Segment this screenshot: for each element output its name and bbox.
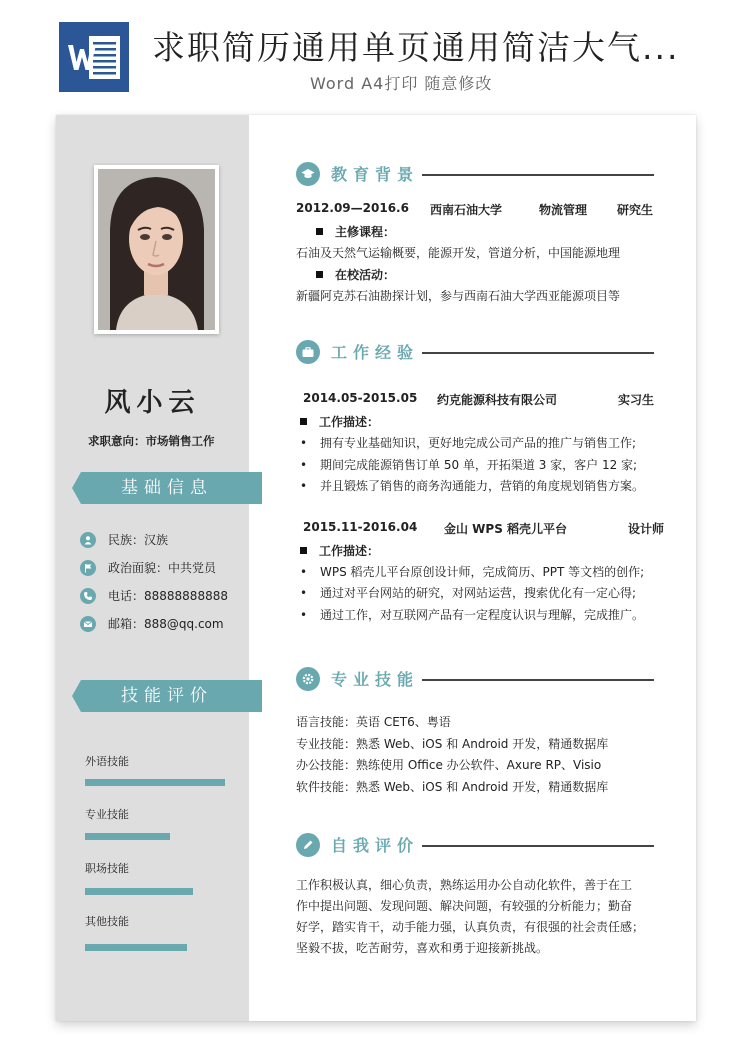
- gear-icon: [296, 667, 320, 691]
- person-icon: [80, 532, 96, 548]
- skill-track-foreign-language: [85, 779, 225, 786]
- education-degree: 研究生: [617, 203, 654, 217]
- self-eval-line: 坚毅不拔，吃苦耐劳，喜欢和勇于迎接新挑战。: [296, 941, 549, 955]
- section-divider: [422, 174, 654, 176]
- self-eval-line: 工作积极认真，细心负责，熟练运用办公自动化软件，善于在工: [296, 878, 633, 892]
- education-section-header: [296, 159, 656, 189]
- phone-icon: [80, 588, 96, 604]
- education-school: 西南石油大学: [430, 203, 503, 217]
- resume-page: [56, 115, 696, 1021]
- skill-label-workplace: 职场技能: [85, 862, 129, 875]
- job1-desc-label: 工作描述：: [300, 413, 379, 430]
- courses-label: 主修课程：: [316, 223, 395, 240]
- skill-track-other: [85, 944, 225, 951]
- basic-info-heading: 基础信息: [121, 478, 213, 498]
- job1-bullet: • 拥有专业基础知识，更好地完成公司产品的推广与销售工作;: [300, 436, 637, 450]
- flag-icon: [80, 560, 96, 576]
- job2-desc-label: 工作描述：: [300, 542, 379, 559]
- job-intent: 求职意向：市场销售工作: [88, 434, 215, 448]
- experience-heading: 工作经验: [331, 343, 420, 362]
- candidate-name: 风小云: [104, 388, 201, 418]
- courses-text: 石油及天然气运输概要，能源开发，管道分析，中国能源地理: [296, 246, 621, 260]
- pro-skill-line: 办公技能：熟练使用 Office 办公软件、Axure RP、Visio: [296, 758, 602, 772]
- profile-photo: [94, 165, 219, 334]
- self-eval-line: 好学，踏实肯干，动手能力强，认真负责，有很强的社会责任感；: [296, 920, 645, 934]
- pencil-icon: [296, 833, 320, 857]
- section-divider: [422, 352, 654, 354]
- info-political-status: 政治面貌：中共党员: [80, 559, 216, 576]
- self-eval-text: [296, 875, 661, 959]
- skill-track-professional: [85, 833, 225, 840]
- job2-bullet: • WPS 稻壳儿平台原创设计师，完成简历、PPT 等文档的创作;: [300, 565, 645, 579]
- word-icon: [59, 22, 129, 92]
- job1-bullet: • 并且锻炼了销售的商务沟通能力，营销的角度规划销售方案。: [300, 479, 645, 493]
- skill-bar-workplace: [85, 888, 193, 895]
- education-period: 2012.09—2016.6: [296, 201, 409, 215]
- education-major: 物流管理: [539, 203, 588, 217]
- section-divider: [422, 845, 654, 847]
- document-subtitle: Word A4打印 随意修改: [310, 74, 493, 93]
- skill-bar-foreign-language: [85, 779, 225, 786]
- activities-label: 在校活动：: [316, 266, 395, 283]
- skill-label-foreign-language: 外语技能: [85, 755, 129, 768]
- skill-track-workplace: [85, 888, 225, 895]
- mail-icon: [80, 616, 96, 632]
- job1-bullet: • 期间完成能源销售订单 50 单，开拓渠道 3 家，客户 12 家;: [300, 458, 638, 472]
- graduation-cap-icon: [296, 162, 320, 186]
- activities-text: 新疆阿克苏石油勘探计划，参与西南石油大学西亚能源项目等: [296, 289, 621, 303]
- self-eval-section-header: [296, 830, 656, 860]
- briefcase-icon: [296, 340, 320, 364]
- job2-bullet: • 通过对平台网站的研究，对网站运营，搜索优化有一定心得;: [300, 586, 637, 600]
- sidebar: [56, 115, 249, 1021]
- job1-company: 约克能源科技有限公司: [437, 393, 558, 407]
- pro-skill-line: 语言技能：英语 CET6、粤语: [296, 715, 451, 729]
- self-eval-heading: 自我评价: [331, 836, 420, 855]
- skill-bar-professional: [85, 833, 170, 840]
- section-divider: [422, 679, 654, 681]
- skills-rating-banner: [72, 680, 262, 712]
- education-heading: 教育背景: [331, 165, 420, 184]
- pro-skill-line: 专业技能：熟悉 Web、iOS 和 Android 开发，精通数据库: [296, 737, 609, 751]
- self-eval-line: 作中提出问题、发现问题、解决问题，有较强的分析能力；勤奋: [296, 899, 633, 913]
- info-ethnicity: 民族：汉族: [80, 531, 168, 548]
- skill-bar-other: [85, 944, 187, 951]
- job1-role: 实习生: [618, 393, 655, 407]
- job1-period: 2014.05-2015.05: [303, 391, 418, 405]
- skill-label-professional: 专业技能: [85, 808, 129, 821]
- info-email: 邮箱：888@qq.com: [80, 615, 224, 632]
- experience-section-header: [296, 337, 656, 367]
- document-title: 求职简历通用单页通用简洁大气...: [152, 28, 680, 67]
- pro-skills-heading: 专业技能: [331, 670, 420, 689]
- basic-info-banner: [72, 472, 262, 504]
- skills-section-header: [296, 664, 656, 694]
- job2-period: 2015.11-2016.04: [303, 520, 418, 534]
- skills-rating-heading: 技能评价: [121, 686, 213, 706]
- info-phone: 电话：88888888888: [80, 587, 228, 604]
- job2-role: 设计师: [628, 522, 665, 536]
- job2-company: 金山 WPS 稻壳儿平台: [444, 522, 568, 536]
- document-header: [0, 0, 750, 110]
- pro-skill-line: 软件技能：熟悉 Web、iOS 和 Android 开发，精通数据库: [296, 780, 609, 794]
- skill-label-other: 其他技能: [85, 915, 129, 928]
- job2-bullet: • 通过工作，对互联网产品有一定程度认识与理解，完成推广。: [300, 608, 645, 622]
